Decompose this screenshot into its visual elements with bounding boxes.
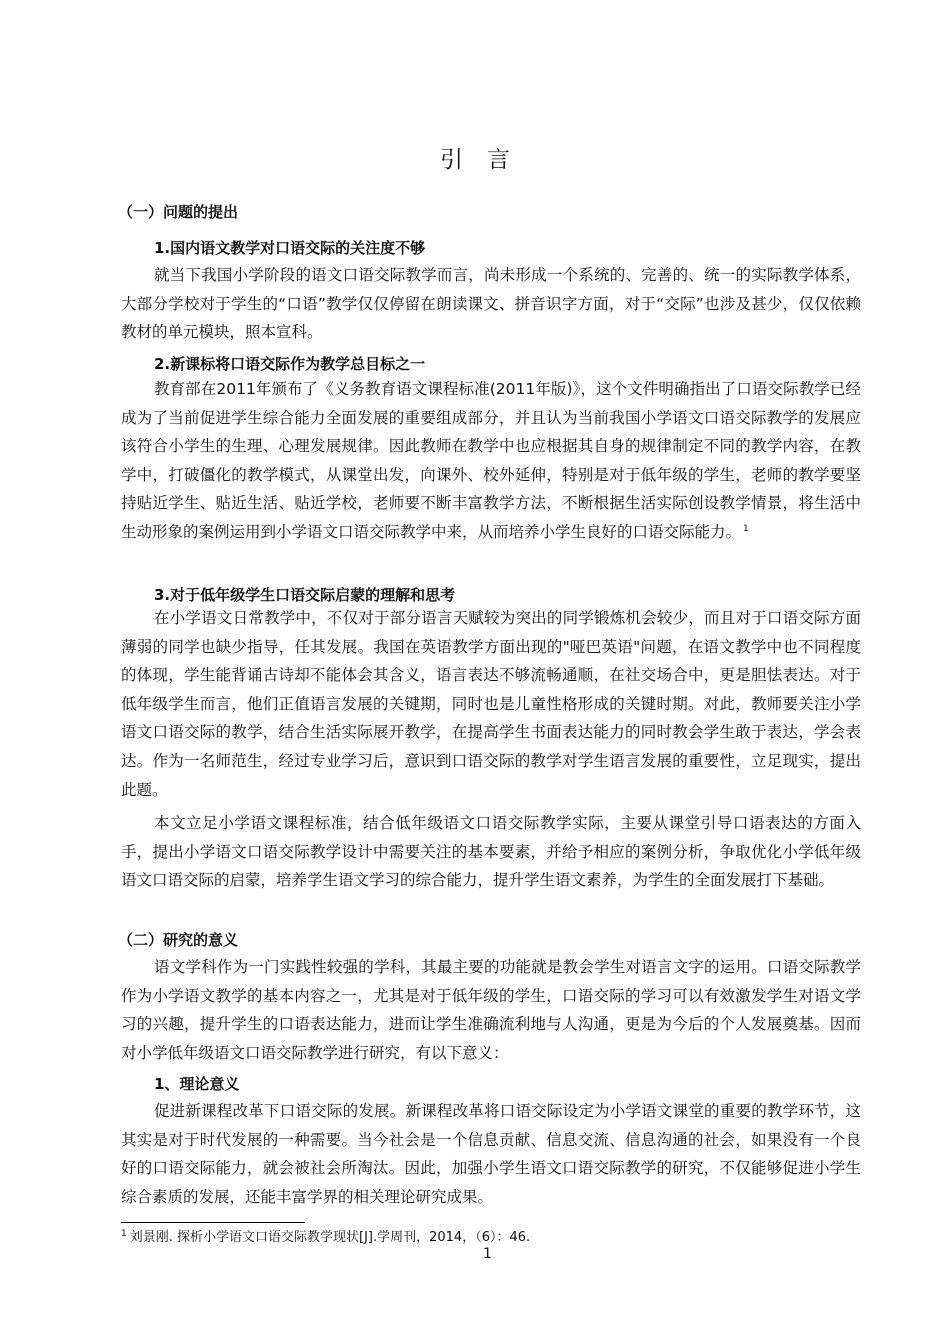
paragraph-new-standard [121, 375, 861, 547]
footnote [121, 1226, 530, 1245]
footnote-text: 刘景刚. 探析小学语文口语交际教学现状[J].学周刊，2014，（6）：46. [129, 1230, 531, 1245]
paragraph-lower-grade-2: 本文立足小学语文课程标准，结合低年级语文口语交际教学实际，主要从课堂引导口语表达的方面入手，提出小学语文口语交际教学设计中需要关注的基本要素，并给予相应的案例分析，争取优化小学低年级语文口语交际的启蒙，培养学生语文学习的综合能力，提升学生语文素养，为学生的全面发展打下基础。 [121, 814, 861, 890]
footnote-mark: 1 [121, 1228, 127, 1239]
paragraph-significance: 语文学科作为一门实践性较强的学科，其最主要的功能就是教会学生对语言文字的运用。口语交际教学作为小学语文教学的基本内容之一，尤其是对于低年级的学生，口语交际的学习可以有效激发学生对语文学习的兴趣，提升学生的口语表达能力，进而让学生准确流利地与人沟通，更是为今后的个人发展奠基。因而对小学低年级语文口语交际教学进行研究，有以下意义： [121, 958, 861, 1062]
page-title: 引言 [440, 147, 534, 173]
section-heading-significance: （二）研究的意义 [118, 931, 239, 949]
paragraph-theory: 促进新课程改革下口语交际的发展。新课程改革将口语交际设定为小学语文课堂的重要的教学环节，这其实是对于时代发展的一种需要。当今社会是一个信息贡献、信息交流、信息沟通的社会，如果没有一个良好的口语交际能力，就会被社会所淘汰。因此，加强小学生语文口语交际教学的研究，不仅能够促进小学生综合素质的发展，还能丰富学界的相关理论研究成果。 [121, 1102, 861, 1206]
subheading-new-standard: 2.新课标将口语交际作为教学总目标之一 [154, 355, 426, 373]
footnote-reference: 1 [743, 523, 749, 534]
paragraph-lower-grade-1: 在小学语文日常教学中，不仅对于部分语言天赋较为突出的同学锻炼机会较少，而且对于口语交际方面薄弱的同学也缺少指导，任其发展。我国在英语教学方面出现的"哑巴英语"问题，在语文教学中也不同程度的体现，学生能背诵古诗却不能体会其含义，语言表达不够流畅通顺，在社交场合中，更是胆怯表达。对于低年级学生而言，他们正值语言发展的关键期，同时也是儿童性格形成的关键时期。对此，教师要关注小学语文口语交际的教学，结合生活实际展开教学，在提高学生书面表达能力的同时教会学生敢于表达，学会表达。作为一名师范生，经过专业学习后，意识到口语交际的教学对学生语言发展的重要性，立足现实，提出此题。 [121, 609, 861, 799]
paragraph-new-standard-text: 教育部在2011年颁布了《义务教育语文课程标准(2011年版)》，这个文件明确指出了口语交际教学已经成为了当前促进学生综合能力全面发展的重要组成部分，并且认为当前我国小学语文口语交际教学的发展应该符合小学生的生理、心理发展规律。因此教师在教学中也应根据其自身的规律制定不同的教学内容，在教学中，打破僵化的教学模式，从课堂出发，向课外、校外延伸，特别是对于低年级的学生，老师的教学要坚持贴近学生、贴近生活、贴近学校，老师要不断丰富教学方法，不断根据生活实际创设教学情景，将生活中生动形象的案例运用到小学语文口语交际教学中来，从而培养小学生良好的口语交际能力。 [121, 380, 861, 541]
subheading-theory: 1、理论意义 [154, 1075, 240, 1093]
page-number: 1 [483, 1246, 492, 1262]
footnote-divider [121, 1222, 305, 1223]
subheading-lower-grade: 3.对于低年级学生口语交际启蒙的理解和思考 [154, 586, 456, 604]
paragraph-attention: 就当下我国小学阶段的语文口语交际教学而言，尚未形成一个系统的、完善的、统一的实际教学体系，大部分学校对于学生的“口语”教学仅仅停留在朗读课文、拼音识字方面，对于“交际”也涉及甚少，仅仅依赖教材的单元模块，照本宣科。 [121, 266, 861, 342]
subheading-attention: 1.国内语文教学对口语交际的关注度不够 [154, 239, 426, 257]
section-heading-problem: （一）问题的提出 [118, 203, 239, 221]
